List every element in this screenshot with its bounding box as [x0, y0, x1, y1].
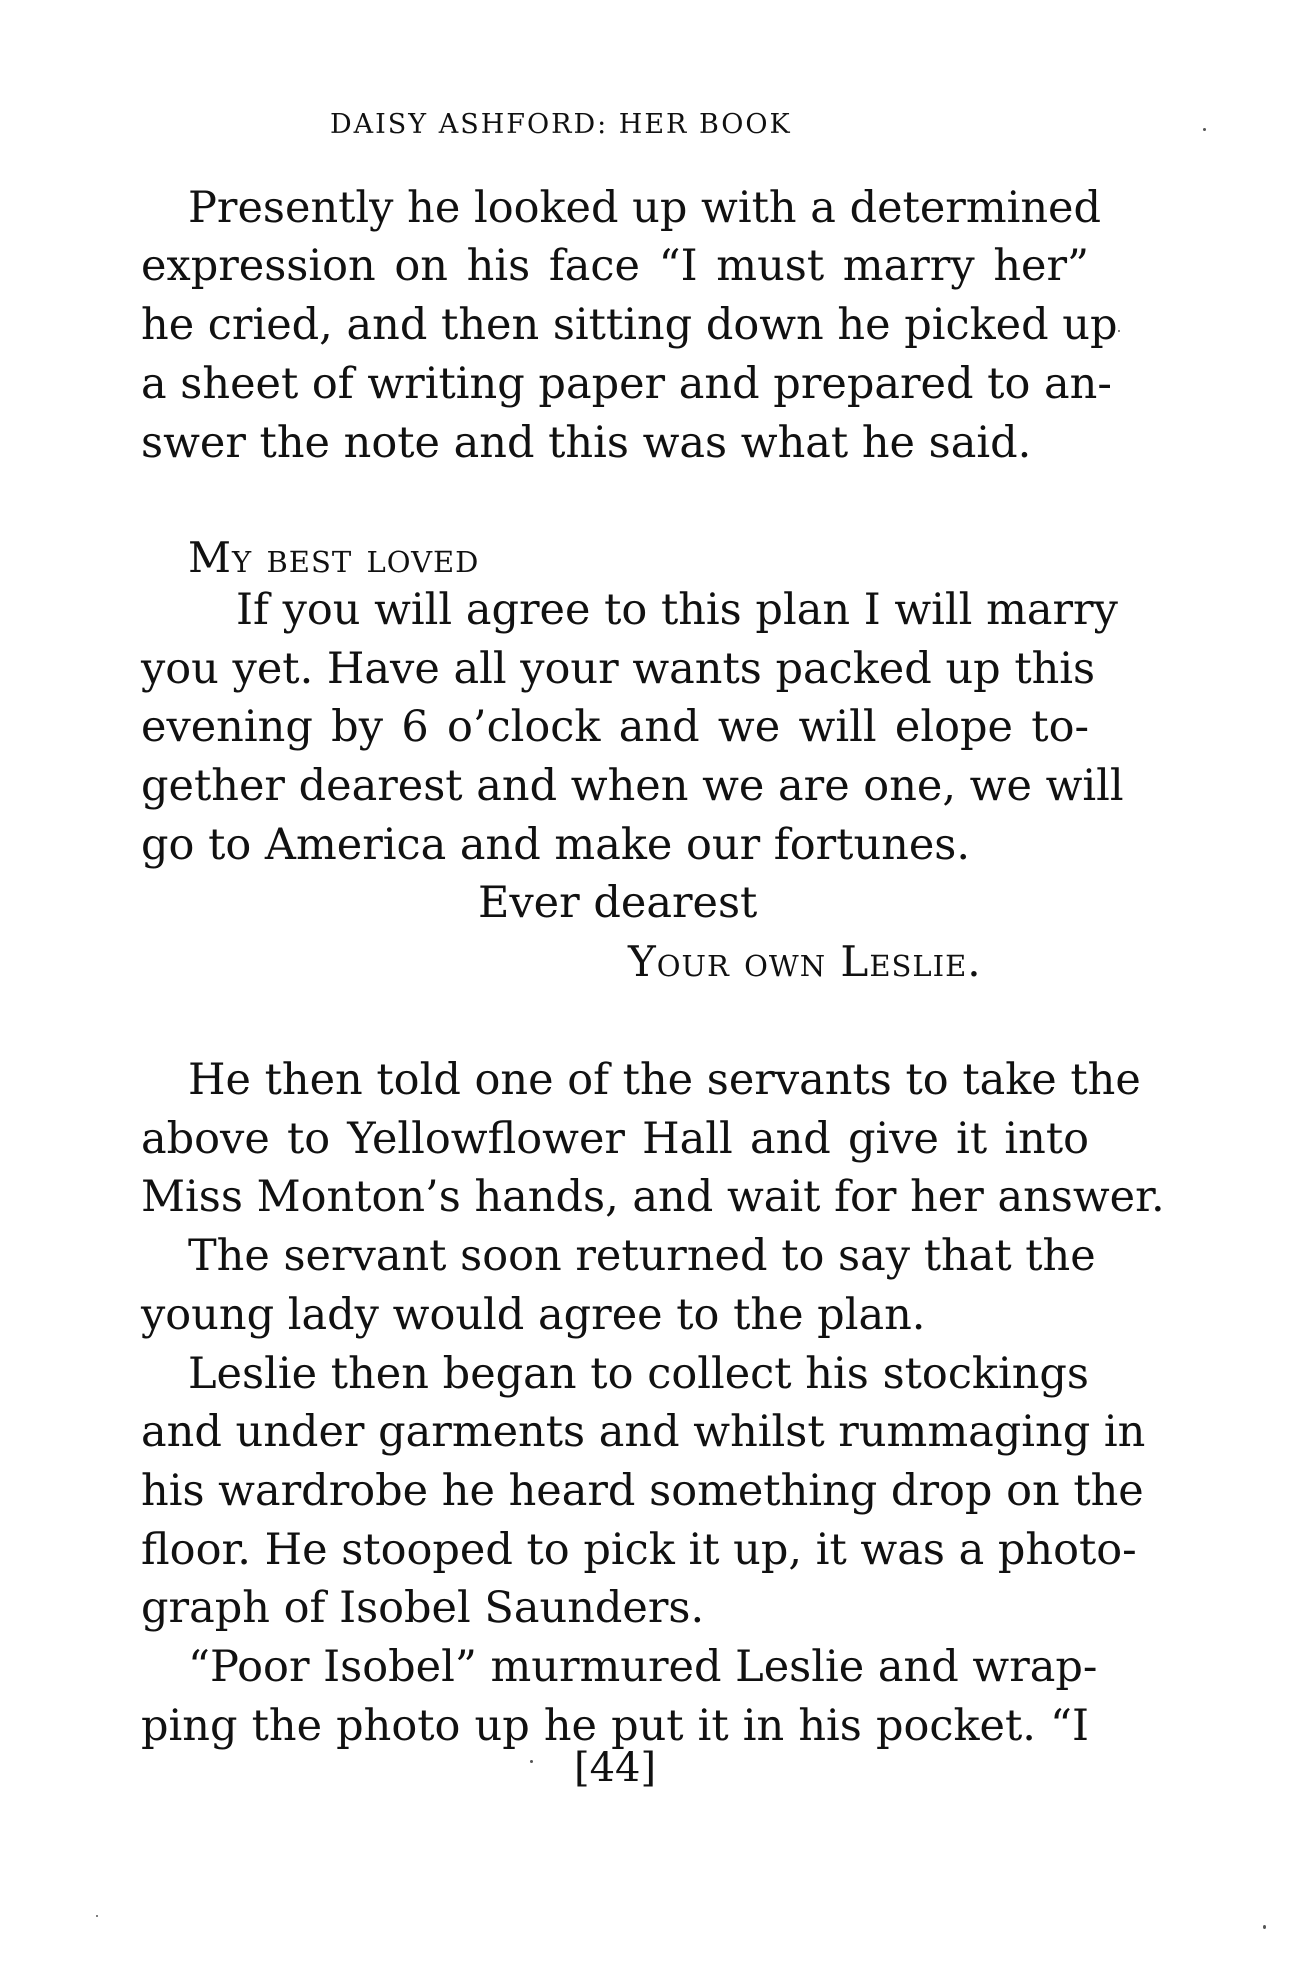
text-line: Miss Monton’s hands, and wait for her answer.	[141, 1172, 1165, 1222]
letter-line: If you will agree to this plan I will marry	[236, 585, 1118, 635]
letter-line: gether dearest and when we are one, we will	[141, 761, 1124, 811]
text-line: “Poor Isobel” murmured Leslie and wrap-	[188, 1642, 1098, 1692]
letter-line: you yet. Have all your wants packed up this	[141, 644, 1096, 694]
text-line: He then told one of the servants to take the	[188, 1055, 1141, 1105]
text-line: and under garments and whilst rummaging in	[141, 1407, 1146, 1457]
letter-line: go to America and make our fortunes.	[141, 820, 971, 870]
text-line: young lady would agree to the plan.	[141, 1290, 926, 1340]
text-line: floor. He stooped to pick it up, it was a photo-	[141, 1525, 1137, 1575]
text-line: The servant soon returned to say that the	[188, 1231, 1096, 1281]
running-head: DAISY ASHFORD: HER BOOK	[330, 109, 792, 140]
letter-signature: Your own Leslie.	[628, 937, 982, 986]
letter-line: evening by 6 o’clock and we will elope to-	[141, 702, 1089, 752]
text-line: graph of Isobel Saunders.	[141, 1583, 705, 1633]
text-line: he cried, and then sitting down he picked up	[141, 300, 1118, 350]
page-number: [44]	[574, 1745, 657, 1791]
text-line: his wardrobe he heard something drop on the	[141, 1466, 1144, 1516]
text-line: swer the note and this was what he said.	[141, 418, 1032, 468]
text-line: above to Yellowflower Hall and give it into	[141, 1114, 1089, 1164]
text-line: Presently he looked up with a determined	[188, 183, 1102, 233]
letter-closing: Ever dearest	[478, 878, 758, 928]
text-line: a sheet of writing paper and prepared to an-	[141, 359, 1112, 409]
text-line: ping the photo up he put it in his pocket. “I	[141, 1701, 1089, 1751]
text-line: expression on his face “I must marry her”	[141, 241, 1089, 291]
text-line: Leslie then began to collect his stockings	[188, 1349, 1089, 1399]
letter-salutation: My best loved	[188, 533, 480, 582]
